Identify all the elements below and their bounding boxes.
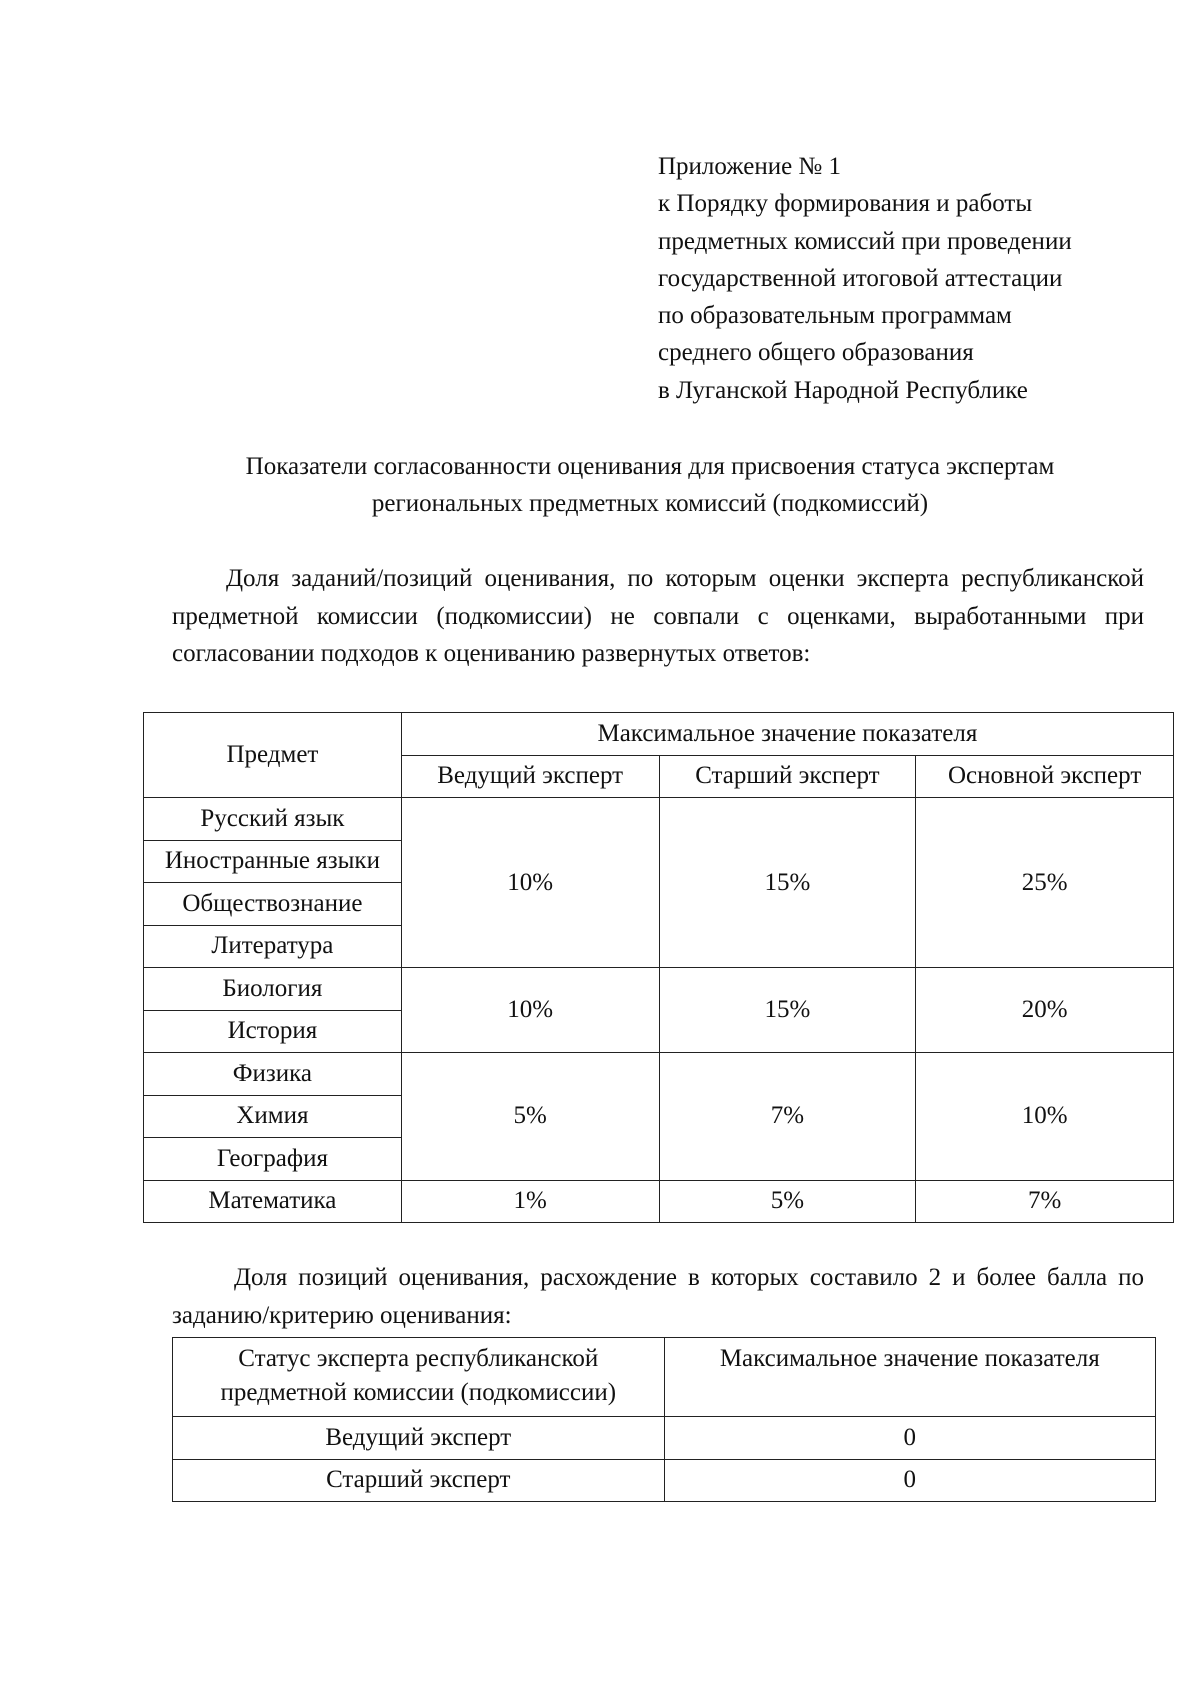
subject-cell: Иностранные языки <box>144 840 402 883</box>
status-header-line: Статус эксперта республиканской <box>238 1345 599 1372</box>
value-cell: 20% <box>916 968 1174 1053</box>
value-cell: 15% <box>659 798 916 968</box>
status-cell: Ведущий эксперт <box>173 1417 665 1460</box>
annex-header <box>658 148 1158 409</box>
subject-cell: Обществознание <box>144 883 402 926</box>
value-cell: 10% <box>916 1053 1174 1181</box>
agreement-table <box>143 712 1174 1223</box>
annex-line: предметных комиссий при проведении <box>658 227 1072 255</box>
status-header-line: предметной комиссии (подкомиссии) <box>220 1379 617 1406</box>
annex-line: к Порядку формирования и работы <box>658 190 1033 218</box>
annex-line: по образовательным программам <box>658 302 1012 330</box>
annex-line: государственной итоговой аттестации <box>658 264 1063 292</box>
annex-line: среднего общего образования <box>658 339 974 367</box>
max-value-header: Максимальное значение показателя <box>664 1338 1155 1417</box>
max-value-header: Максимальное значение показателя <box>401 713 1173 756</box>
subject-cell: История <box>144 1010 402 1053</box>
annex-line: Приложение № 1 <box>658 153 842 180</box>
value-cell: 5% <box>659 1180 916 1223</box>
status-header <box>173 1338 665 1417</box>
divergence-table <box>172 1337 1156 1502</box>
subject-cell: География <box>144 1138 402 1181</box>
subject-cell: Литература <box>144 925 402 968</box>
subject-cell: Математика <box>144 1180 402 1223</box>
value-cell: 25% <box>916 798 1174 968</box>
subject-cell: Физика <box>144 1053 402 1096</box>
subject-cell: Биология <box>144 968 402 1011</box>
value-cell: 0 <box>664 1459 1155 1502</box>
status-cell: Старший эксперт <box>173 1459 665 1502</box>
value-cell: 7% <box>916 1180 1174 1223</box>
value-cell: 0 <box>664 1417 1155 1460</box>
paragraph-2: Доля позиций оценивания, расхождение в которых составило 2 и более балла по заданию/критерию оценивания: <box>172 1264 1144 1329</box>
subject-cell: Химия <box>144 1095 402 1138</box>
value-cell: 1% <box>401 1180 659 1223</box>
subject-cell: Русский язык <box>144 798 402 841</box>
title-line-1: Показатели согласованности оценивания для присвоения статуса экспертам <box>245 453 1055 480</box>
column-header-main: Основной эксперт <box>916 755 1174 798</box>
title-line-2: региональных предметных комиссий (подкомиссий) <box>371 490 929 517</box>
column-header-senior: Старший эксперт <box>659 755 916 798</box>
value-cell: 7% <box>659 1053 916 1181</box>
value-cell: 15% <box>659 968 916 1053</box>
value-cell: 10% <box>401 968 659 1053</box>
subject-header: Предмет <box>144 713 402 798</box>
value-cell: 5% <box>401 1053 659 1181</box>
value-cell: 10% <box>401 798 659 968</box>
paragraph-1: Доля заданий/позиций оценивания, по которым оценки эксперта республиканской предметной комиссии (подкомиссии) не совпали с оценками, выработанными при согласовании подходов к оцениванию развернутых ответов: <box>172 565 1144 667</box>
column-header-lead: Ведущий эксперт <box>401 755 659 798</box>
annex-line: в Луганской Народной Республике <box>658 376 1028 404</box>
document-title <box>150 448 1150 522</box>
